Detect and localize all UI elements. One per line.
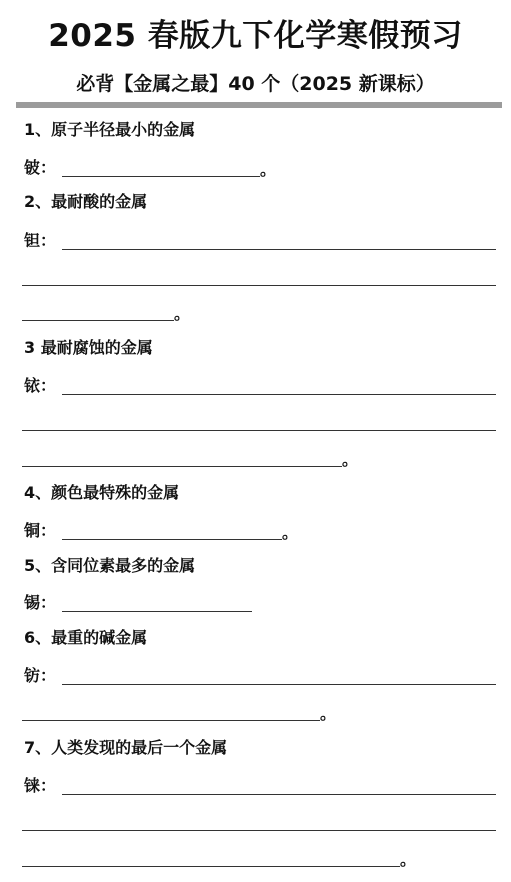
end-mark-1: 。	[260, 160, 277, 179]
answer-blank-6a[interactable]	[62, 684, 496, 685]
answer-label-1: 铍：	[24, 158, 57, 177]
answer-blank-2c[interactable]	[22, 320, 174, 321]
header-divider	[16, 102, 502, 108]
answer-label-7: 铼：	[24, 776, 57, 795]
answer-blank-5[interactable]	[62, 611, 252, 612]
question-5: 5、含同位素最多的金属	[24, 556, 196, 575]
question-3: 3 最耐腐蚀的金属	[24, 338, 153, 357]
answer-label-4: 铜：	[24, 521, 57, 540]
answer-blank-3c[interactable]	[22, 466, 342, 467]
question-1: 1、原子半径最小的金属	[24, 120, 196, 139]
end-mark-2: 。	[174, 304, 191, 323]
end-mark-4: 。	[282, 523, 299, 542]
answer-blank-7a[interactable]	[62, 794, 496, 795]
page-subtitle: 必背【金属之最】40 个（2025 新课标）	[76, 73, 435, 95]
answer-label-6: 钫：	[24, 666, 57, 685]
answer-blank-2a[interactable]	[62, 249, 496, 250]
answer-label-5: 锡：	[24, 593, 57, 612]
answer-label-2: 钽：	[24, 231, 57, 250]
end-mark-7: 。	[400, 850, 417, 869]
answer-blank-2b[interactable]	[22, 285, 496, 286]
question-4: 4、颜色最特殊的金属	[24, 483, 180, 502]
answer-blank-3b[interactable]	[22, 430, 496, 431]
answer-blank-7c[interactable]	[22, 866, 400, 867]
answer-blank-6b[interactable]	[22, 720, 320, 721]
end-mark-6: 。	[320, 704, 337, 723]
end-mark-3: 。	[342, 450, 359, 469]
question-7: 7、人类发现的最后一个金属	[24, 738, 228, 757]
answer-blank-3a[interactable]	[62, 394, 496, 395]
answer-blank-4[interactable]	[62, 539, 282, 540]
answer-blank-7b[interactable]	[22, 830, 496, 831]
question-6: 6、最重的碱金属	[24, 628, 148, 647]
answer-label-3: 铱：	[24, 376, 57, 395]
answer-blank-1[interactable]	[62, 176, 260, 177]
page-title: 2025 春版九下化学寒假预习	[48, 18, 463, 54]
question-2: 2、最耐酸的金属	[24, 192, 148, 211]
